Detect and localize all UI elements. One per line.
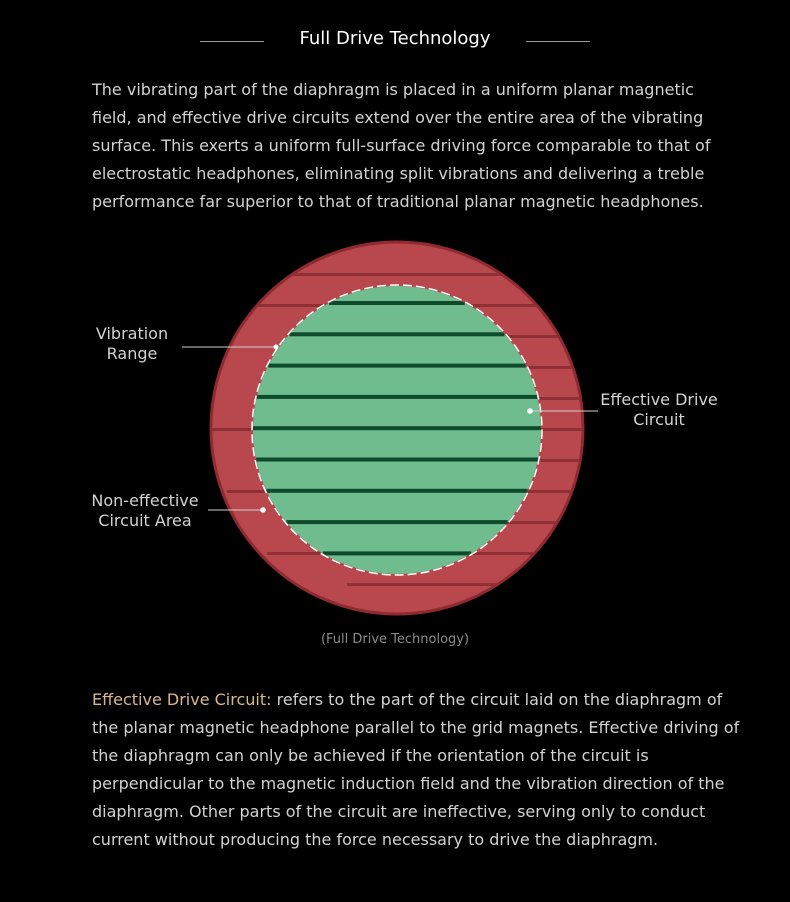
title-divider-right	[526, 41, 590, 42]
intro-paragraph: The vibrating part of the diaphragm is placed in a uniform planar magnetic field, and effective drive circuits extend over the entire area of the vibrating surface. This exerts a uniform full-surface driving force comparable to that of electrostatic headphones, eliminating split vibrations and delivering a treble performance far superior to that of traditional planar magnetic headphones.	[92, 80, 711, 211]
non-effective-trace	[207, 614, 642, 617]
effective-trace	[266, 489, 527, 493]
effective-trace	[253, 426, 541, 430]
definition-text: refers to the part of the circuit laid on the diaphragm of the planar magnetic headphone parallel to the grid magnets. Effective driving of the diaphragm can only be achieved if the orientation of the circuit is perpendicular to the magnetic induction field and the vibration direction of the diaphragm. Other parts of the circuit are ineffective, serving only to conduct current without producing the force necessary to drive the diaphragm.	[92, 690, 740, 849]
non-effective-label-line1: Non-effective	[91, 491, 199, 510]
effective-drive-label	[592, 390, 726, 430]
definition-paragraph	[92, 686, 742, 854]
diagram-caption: (Full Drive Technology)	[320, 632, 470, 647]
definition-term: Effective Drive Circuit:	[92, 690, 272, 709]
effective-trace	[329, 301, 465, 305]
vibration-range-label-line2: Range	[106, 344, 158, 363]
full-drive-diagram	[0, 225, 790, 645]
non-effective-trace	[347, 583, 790, 586]
effective-drive-dot	[527, 408, 533, 414]
non-effective-dot	[260, 507, 266, 513]
vibration-range-label	[82, 324, 182, 364]
effective-drive-label-line1: Effective Drive	[600, 390, 718, 409]
effective-drive-label-line2: Circuit	[633, 410, 685, 429]
diaphragm-illustration	[0, 225, 790, 645]
effective-trace	[257, 395, 537, 399]
effective-trace	[286, 520, 507, 524]
non-effective-trace	[197, 273, 627, 276]
non-effective-label	[82, 491, 208, 531]
effective-trace	[323, 551, 471, 555]
section-header	[0, 22, 790, 62]
effective-trace	[289, 332, 504, 336]
section-title: Full Drive Technology	[299, 28, 491, 49]
effective-trace	[256, 458, 538, 462]
vibration-range-dot	[274, 345, 279, 350]
non-effective-label-line2: Circuit Area	[98, 511, 192, 530]
vibration-range-label-line1: Vibration	[95, 324, 169, 343]
effective-trace	[268, 364, 526, 368]
